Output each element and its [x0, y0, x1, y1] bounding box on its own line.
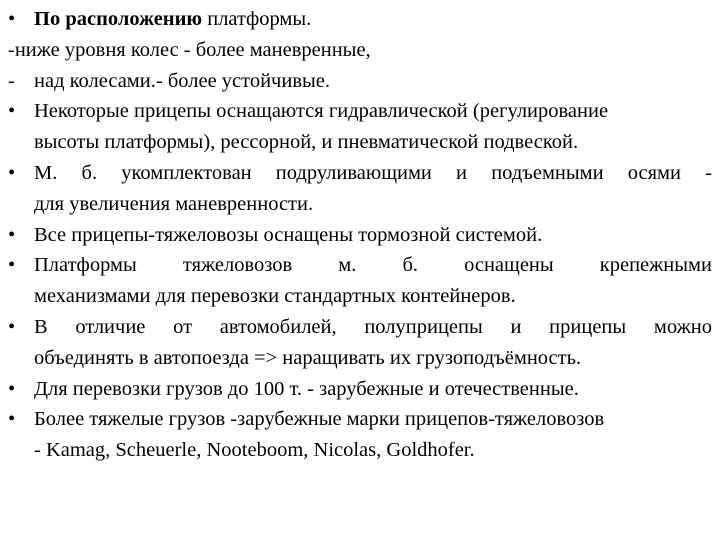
- item-line: - Kamag, Scheuerle, Nooteboom, Nicolas, Goldhofer.: [34, 439, 475, 462]
- bullet-item: [8, 96, 712, 158]
- bullet-item: [8, 4, 712, 35]
- bullet-item: [8, 312, 712, 374]
- item-text: платформы.: [202, 8, 312, 30]
- item-line: В отличие от автомобилей, полуприцепы и прицепы можно: [34, 315, 712, 338]
- bullet-item: [8, 404, 712, 466]
- item-line: Платформы тяжеловозов м. б. оснащены крепежными: [34, 254, 712, 277]
- bold-heading: По расположению: [34, 8, 203, 30]
- item-text: над колесами.- более устойчивые.: [34, 69, 331, 92]
- bullet-item: [8, 250, 712, 312]
- bullet-marker: •: [8, 161, 16, 184]
- item-line: Более тяжелые грузов -зарубежные марки прицепов-тяжеловозов: [34, 408, 605, 431]
- bullet-marker: •: [8, 223, 16, 246]
- item-line: Некоторые прицепы оснащаются гидравлической (регулирование: [34, 100, 609, 123]
- bullet-item: [8, 374, 712, 405]
- bullet-marker: •: [8, 254, 16, 277]
- bullet-marker: •: [8, 408, 16, 431]
- bullet-item: [8, 158, 712, 220]
- item-line: для увеличения маневренности.: [34, 192, 314, 215]
- item-line: механизмами для перевозки стандартных контейнеров.: [34, 285, 516, 308]
- bullet-marker: •: [8, 100, 16, 123]
- item-line: Для перевозки грузов до 100 т. - зарубежные и отечественные.: [34, 377, 579, 400]
- bullet-marker: •: [8, 377, 16, 400]
- item-text: -ниже уровня колес - более маневренные,: [8, 38, 371, 61]
- slide-content: [8, 4, 712, 466]
- dash-marker: -: [8, 69, 15, 92]
- bullet-marker: •: [8, 8, 16, 30]
- dash-item: [8, 35, 712, 66]
- item-line: Все прицепы-тяжеловозы оснащены тормозной системой.: [34, 223, 543, 246]
- dash-item: [8, 66, 712, 97]
- item-line: М. б. укомплектован подруливающими и подъемными осями -: [34, 161, 712, 184]
- item-line: высоты платформы), рессорной, и пневматической подвеской.: [34, 131, 579, 154]
- bullet-marker: •: [8, 315, 16, 338]
- bullet-item: [8, 220, 712, 251]
- item-line: объединять в автопоезда => наращивать их грузоподъёмность.: [34, 346, 582, 369]
